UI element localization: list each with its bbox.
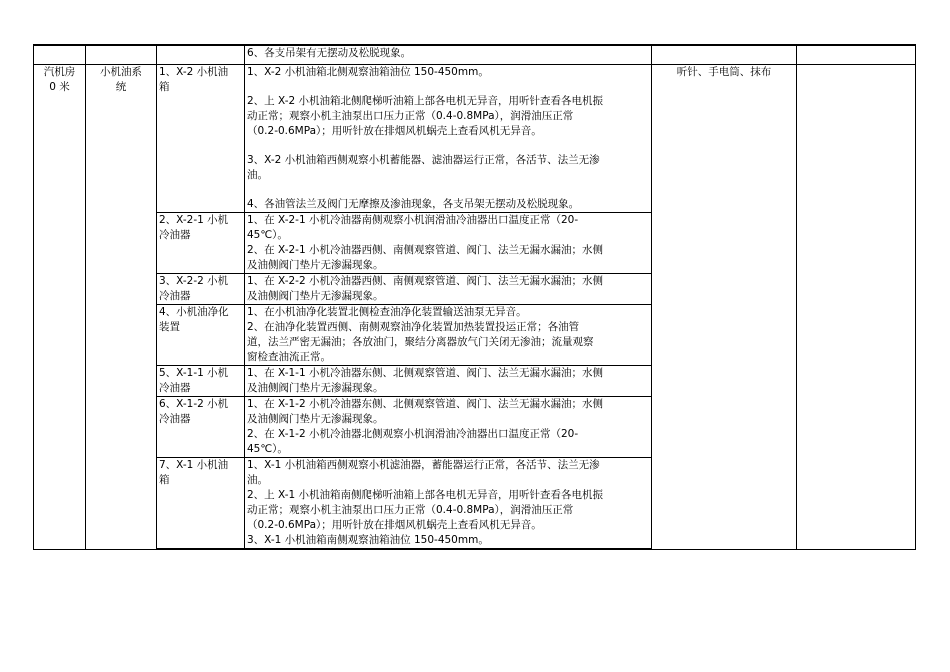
item-name-2: 冷油器	[159, 229, 191, 241]
item-name: 3、X-2-2 小机	[159, 275, 229, 287]
table-row	[34, 65, 916, 213]
item-name-2: 箱	[159, 474, 170, 486]
content-cell	[245, 274, 652, 305]
content-line: 4、各油管法兰及阀门无摩擦及渗油现象，各支吊架无摆动及松脱现象。	[247, 198, 580, 210]
content-line: 2、在 X-2-1 小机冷油器西侧、南侧观察管道、阀门、法兰无漏水漏油；水侧	[247, 244, 603, 256]
tools-label: 听针、手电筒、抹布	[676, 66, 772, 78]
area-label: 汽机房	[43, 66, 76, 78]
content-line: 1、X-1 小机油箱西侧观察小机滤油器，蓄能器运行正常，各活节、法兰无渗	[247, 459, 600, 471]
item-name-cell	[157, 397, 245, 458]
content-line: 及油侧阀门垫片无渗漏现象。	[247, 290, 384, 302]
content-cell	[245, 305, 652, 366]
item-name-cell	[157, 305, 245, 366]
system-cell	[86, 65, 157, 550]
item-name: 5、X-1-1 小机	[159, 367, 229, 379]
item-name-2: 箱	[159, 81, 170, 93]
content-line: 3、X-2 小机油箱西侧观察小机蓄能器、滤油器运行正常，各活节、法兰无渗	[247, 154, 600, 166]
content-line: 45℃）。	[247, 229, 288, 241]
line-gap	[247, 80, 649, 94]
content-line: 道，法兰严密无漏油；各放油门，聚结分离器放气门关闭无渗油；流量观察	[247, 336, 594, 348]
content-line: 及油侧阀门垫片无渗漏现象。	[247, 413, 384, 425]
content-line: 油。	[247, 474, 268, 486]
tools-cell	[652, 65, 797, 550]
content-cell	[245, 45, 652, 65]
item-name: 1、X-2 小机油	[159, 66, 229, 78]
line-gap	[247, 183, 649, 197]
item-name-2: 冷油器	[159, 413, 191, 425]
area-cell	[34, 65, 86, 550]
item-name-cell	[157, 65, 245, 213]
item-name-2: 装置	[159, 321, 180, 333]
remark-cell	[797, 45, 916, 65]
content-line: 油。	[247, 169, 268, 181]
content-line: 及油侧阀门垫片无渗漏现象。	[247, 382, 384, 394]
content-line: 1、在 X-2-2 小机冷油器西侧、南侧观察管道、阀门、法兰无漏水漏油；水侧	[247, 275, 603, 287]
content-cell	[245, 397, 652, 458]
item-name: 7、X-1 小机油	[159, 459, 229, 471]
line-gap	[247, 139, 649, 153]
content-line: 2、在 X-1-2 小机冷油器北侧观察小机润滑油冷油器出口温度正常（20-	[247, 428, 579, 440]
content-cell	[245, 458, 652, 550]
content-line: 45℃）。	[247, 443, 288, 455]
item-cell-empty	[157, 45, 245, 65]
system-label-2: 统	[115, 81, 127, 93]
item-name: 2、X-2-1 小机	[159, 214, 229, 226]
content-cell	[245, 65, 652, 213]
content-line: 2、上 X-2 小机油箱北侧爬梯听油箱上部各电机无异音，用听针查看各电机振	[247, 95, 603, 107]
area-label-2: 0 米	[49, 81, 70, 93]
item-name-cell	[157, 366, 245, 397]
content-line: 2、在油净化装置西侧、南侧观察油净化装置加热装置投运正常；各油管	[247, 321, 580, 333]
system-label: 小机油系	[100, 66, 142, 78]
content-line: 1、在 X-1-2 小机冷油器东侧、北侧观察管道、阀门、法兰无漏水漏油；水侧	[247, 398, 603, 410]
remark-cell	[797, 65, 916, 550]
content-line: 6、各支吊架有无摆动及松脱现象。	[247, 47, 412, 59]
content-line: （0.2-0.6MPa）；用听针放在排烟风机蜗壳上查看风机无异音。	[247, 519, 542, 531]
content-line: 及油侧阀门垫片无渗漏现象。	[247, 259, 384, 271]
content-line: 动正常；观察小机主油泵出口压力正常（0.4-0.8MPa），润滑油压正常	[247, 504, 574, 516]
inspection-table	[33, 44, 916, 550]
content-line: 1、在 X-1-1 小机冷油器东侧、北侧观察管道、阀门、法兰无漏水漏油；水侧	[247, 367, 603, 379]
content-line: （0.2-0.6MPa）；用听针放在排烟风机蜗壳上查看风机无异音。	[247, 125, 542, 137]
area-cell-empty	[34, 45, 86, 65]
content-cell	[245, 213, 652, 274]
item-name: 4、小机油净化	[159, 306, 229, 318]
table-row	[34, 45, 916, 65]
content-line: 1、在 X-2-1 小机冷油器南侧观察小机润滑油冷油器出口温度正常（20-	[247, 214, 579, 226]
content-line: 3、X-1 小机油箱南侧观察油箱油位 150-450mm。	[247, 534, 489, 546]
content-line: 窗检查油流正常。	[247, 351, 331, 363]
item-name-2: 冷油器	[159, 290, 191, 302]
item-name-2: 冷油器	[159, 382, 191, 394]
content-line: 2、上 X-1 小机油箱南侧爬梯听油箱上部各电机无异音，用听针查看各电机振	[247, 489, 603, 501]
item-name-cell	[157, 213, 245, 274]
item-name: 6、X-1-2 小机	[159, 398, 229, 410]
content-line: 1、在小机油净化装置北侧检查油净化装置输送油泵无异音。	[247, 306, 527, 318]
item-name-cell	[157, 458, 245, 550]
content-line: 动正常；观察小机主油泵出口压力正常（0.4-0.8MPa），润滑油压正常	[247, 110, 574, 122]
content-cell	[245, 366, 652, 397]
tools-cell-empty	[652, 45, 797, 65]
content-line: 1、X-2 小机油箱北侧观察油箱油位 150-450mm。	[247, 66, 489, 78]
item-name-cell	[157, 274, 245, 305]
system-cell-empty	[86, 45, 157, 65]
